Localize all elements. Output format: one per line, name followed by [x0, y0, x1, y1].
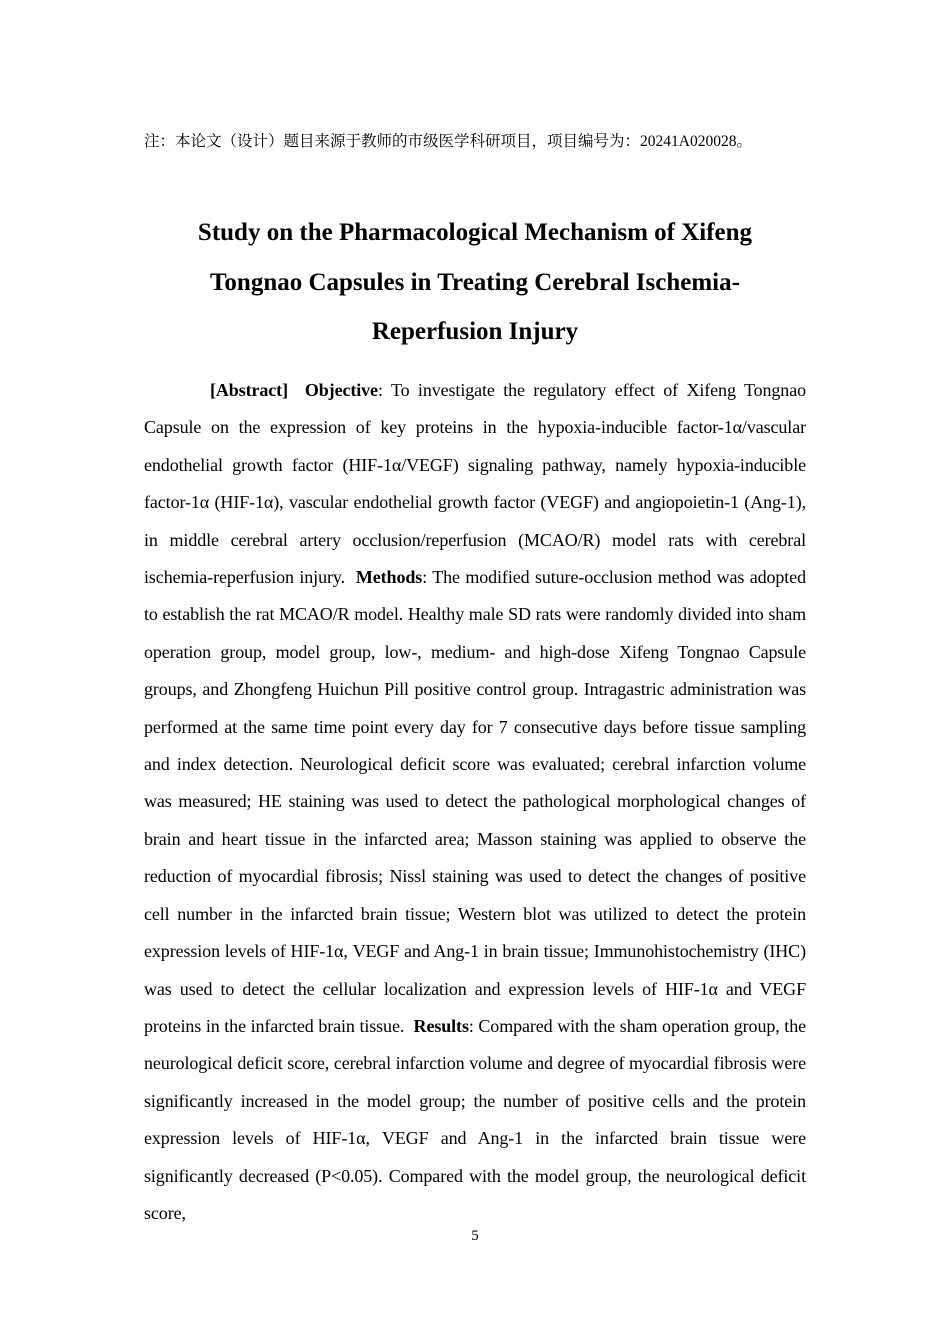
project-source-footnote: 注：本论文（设计）题目来源于教师的市级医学科研项目，项目编号为：20241A020028。 — [144, 133, 752, 150]
methods-label: Methods — [355, 567, 423, 588]
objective-text: : To investigate the regulatory effect of Xifeng Tongnao Capsule on the expression of key proteins in the hypoxia-inducible factor-1α/vascular endothelial growth factor (HIF-1α/VEGF) signaling pathway, namely hypoxia-inducible factor-1α (HIF-1α), vascular endothelial growth factor (VEGF) and angiopoietin-1 (Ang-1), in middle cerebral artery occlusion/reperfusion (MCAO/R) model rats with cerebral ischemia-reperfusion injury. — [144, 380, 806, 588]
objective-label: Objective — [304, 380, 378, 400]
results-text: : Compared with the sham operation group, the neurological deficit score, cerebral infarction volume and degree of myocardial fibrosis were significantly increased in the model group; the number of positive cells and the protein expression levels of HIF-1α, VEGF and Ang-1 in the infarcted brain tissue were significantly decreased (P<0.05). Compared with the model group, the neurological deficit score, — [144, 1015, 806, 1223]
abstract-label: [Abstract] — [210, 380, 288, 400]
methods-text: : The modified suture-occlusion method was adopted to establish the rat MCAO/R model. Healthy male SD rats were randomly divided into sham operation group, model group, low-, medium- and high-dose Xifeng Tongnao Capsule groups, and Zhongfeng Huichun Pill positive control group. Intragastric administration was performed at the same time point every day for 7 consecutive days before tissue sampling and index detection. Neurological deficit score was evaluated; cerebral infarction volume was measured; HE staining was used to detect the pathological morphological changes of brain and heart tissue in the infarcted area; Masson staining was applied to observe the reduction of myocardial fibrosis; Nissl staining was used to detect the changes of positive cell number in the infarcted brain tissue; Western blot was utilized to detect the protein expression levels of HIF-1α, VEGF and Ang-1 in brain tissue; Immunohistochemistry (IHC) was used to detect the cellular localization and expression levels of HIF-1α and VEGF proteins in the infarcted brain tissue. — [144, 567, 806, 1036]
title-line-1: Study on the Pharmacological Mechanism of Xifeng — [197, 219, 753, 246]
page-number: 5 — [471, 1228, 479, 1244]
abstract-paragraph — [144, 372, 806, 1232]
title-line-3: Reperfusion Injury — [371, 318, 579, 345]
results-label: Results — [413, 1015, 469, 1036]
title-line-2: Tongnao Capsules in Treating Cerebral Ischemia- — [210, 268, 740, 296]
paper-title — [140, 208, 810, 357]
